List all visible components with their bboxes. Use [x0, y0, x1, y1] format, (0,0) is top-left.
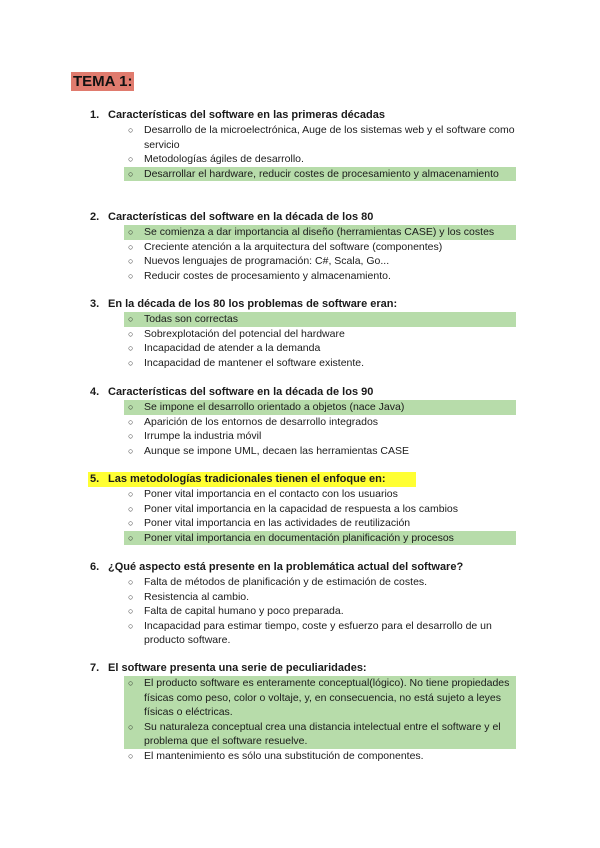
option	[0, 327, 600, 342]
option	[0, 429, 600, 444]
question-number: 2.	[90, 211, 100, 223]
circle-bullet-icon: ○	[128, 620, 134, 631]
question-number: 7.	[90, 662, 100, 674]
option-text: Sobrexplotación del potencial del hardware	[144, 327, 345, 340]
option	[0, 502, 600, 517]
circle-bullet-icon: ○	[128, 256, 134, 267]
option-text: Poner vital importancia en las actividades de reutilización	[144, 517, 411, 530]
option	[0, 575, 600, 590]
page-title: TEMA 1:	[73, 73, 133, 90]
circle-bullet-icon: ○	[128, 489, 134, 499]
circle-bullet-icon: ○	[128, 606, 134, 617]
correct-option	[0, 167, 600, 182]
correct-option	[0, 312, 600, 327]
circle-bullet-icon: ○	[128, 503, 134, 514]
option	[0, 604, 600, 619]
question-4	[0, 385, 600, 458]
option	[0, 444, 600, 459]
option-text: Poner vital importancia en documentación planificación y procesos	[144, 531, 454, 544]
option	[0, 152, 600, 167]
circle-bullet-icon: ○	[128, 241, 134, 252]
option-list	[0, 400, 600, 458]
option-text: Todas son correctas	[144, 313, 238, 325]
option-text: Irrumpe la industria móvil	[144, 430, 262, 443]
question-number: 1.	[90, 109, 100, 121]
question-heading	[0, 472, 600, 487]
question-heading	[0, 560, 600, 575]
option-list	[0, 123, 600, 181]
circle-bullet-icon: ○	[128, 750, 134, 761]
option-text: Se comienza a dar importancia al diseño (herramientas CASE) y los costes	[144, 226, 495, 238]
circle-bullet-icon: ○	[128, 416, 134, 427]
question-heading	[0, 661, 600, 676]
option-text: Incapacidad de mantener el software existente.	[144, 356, 365, 369]
circle-bullet-icon: ○	[128, 402, 134, 412]
question-6	[0, 560, 600, 648]
option	[0, 240, 600, 255]
question-7	[0, 661, 600, 764]
correct-option	[0, 676, 600, 720]
option-text: El producto software es enteramente conceptual(lógico). No tiene propiedades físicas como peso, color o voltaje, y, en consecuencia, no está sujeto a leyes físicas o eléctricas.	[144, 677, 510, 719]
option-text: Nuevos lenguajes de programación: C#, Scala, Go...	[144, 255, 390, 268]
circle-bullet-icon: ○	[128, 431, 134, 442]
option-list	[0, 676, 600, 764]
option-text: Incapacidad de atender a la demanda	[144, 342, 321, 355]
option-text: Aparición de los entornos de desarrollo integrados	[144, 415, 379, 428]
question-heading	[0, 108, 600, 123]
option-text: Falta de capital humano y poco preparada.	[144, 605, 344, 618]
circle-bullet-icon: ○	[128, 721, 134, 732]
correct-option	[0, 225, 600, 240]
circle-bullet-icon: ○	[128, 518, 134, 529]
question-text: En la década de los 80 los problemas de software eran:	[108, 298, 398, 310]
correct-option	[0, 400, 600, 415]
circle-bullet-icon: ○	[128, 314, 134, 324]
circle-bullet-icon: ○	[128, 328, 134, 339]
question-text: Características del software en la década de los 80	[108, 211, 374, 223]
option	[0, 123, 600, 152]
circle-bullet-icon: ○	[128, 154, 134, 165]
option-text: Poner vital importancia en el contacto con los usuarios	[144, 488, 398, 500]
correct-option	[0, 720, 600, 749]
question-1	[0, 108, 600, 181]
question-number: 6.	[90, 561, 100, 573]
option-text: Poner vital importancia en la capacidad de respuesta a los cambios	[144, 502, 459, 515]
option	[0, 415, 600, 430]
option-text: Reducir costes de procesamiento y almacenamiento.	[144, 269, 391, 282]
question-number: 4.	[90, 386, 100, 398]
option	[0, 487, 600, 502]
option	[0, 619, 600, 648]
option-list	[0, 225, 600, 283]
circle-bullet-icon: ○	[128, 357, 134, 368]
circle-bullet-icon: ○	[128, 168, 134, 179]
circle-bullet-icon: ○	[128, 577, 134, 587]
option-text: Falta de métodos de planificación y de estimación de costes.	[144, 576, 428, 588]
question-2	[0, 210, 600, 283]
question-number: 5.	[90, 473, 100, 485]
correct-option	[0, 531, 600, 546]
option	[0, 269, 600, 284]
question-heading	[0, 210, 600, 225]
circle-bullet-icon: ○	[128, 227, 134, 237]
option-text: Incapacidad para estimar tiempo, coste y esfuerzo para el desarrollo de un producto software.	[144, 619, 492, 647]
option-text: Aunque se impone UML, decaen las herramientas CASE	[144, 444, 409, 457]
option-text: Desarrollar el hardware, reducir costes de procesamiento y almacenamiento	[144, 167, 499, 180]
question-number: 3.	[90, 298, 100, 310]
option	[0, 254, 600, 269]
option-list	[0, 575, 600, 648]
circle-bullet-icon: ○	[128, 532, 134, 543]
question-text: El software presenta una serie de peculiaridades:	[108, 662, 367, 674]
option-text: Resistencia al cambio.	[144, 590, 250, 603]
circle-bullet-icon: ○	[128, 343, 134, 354]
option-text: Desarrollo de la microelectrónica, Auge de los sistemas web y el software como servicio	[144, 124, 515, 151]
option	[0, 590, 600, 605]
question-3	[0, 297, 600, 370]
question-text: Características del software en las primeras décadas	[108, 109, 385, 121]
option-text: Metodologías ágiles de desarrollo.	[144, 153, 304, 166]
option-list	[0, 487, 600, 545]
circle-bullet-icon: ○	[128, 125, 134, 135]
question-5	[0, 472, 600, 545]
question-text: ¿Qué aspecto está presente en la problemática actual del software?	[108, 561, 464, 573]
option	[0, 749, 600, 764]
question-text: Características del software en la década de los 90	[108, 386, 374, 398]
question-heading	[0, 385, 600, 400]
circle-bullet-icon: ○	[128, 270, 134, 281]
option-text: Creciente atención a la arquitectura del software (componentes)	[144, 240, 443, 253]
option-text: Su naturaleza conceptual crea una distancia intelectual entre el software y el problema que el software resuelve.	[144, 720, 501, 748]
question-text: Las metodologías tradicionales tienen el enfoque en:	[108, 473, 386, 485]
circle-bullet-icon: ○	[128, 445, 134, 456]
option-text: Se impone el desarrollo orientado a objetos (nace Java)	[144, 401, 405, 413]
option-list	[0, 312, 600, 370]
option	[0, 341, 600, 356]
question-heading	[0, 297, 600, 312]
circle-bullet-icon: ○	[128, 591, 134, 602]
option-text: El mantenimiento es sólo una substitución de componentes.	[144, 749, 424, 762]
circle-bullet-icon: ○	[128, 678, 134, 688]
option	[0, 516, 600, 531]
option	[0, 356, 600, 371]
